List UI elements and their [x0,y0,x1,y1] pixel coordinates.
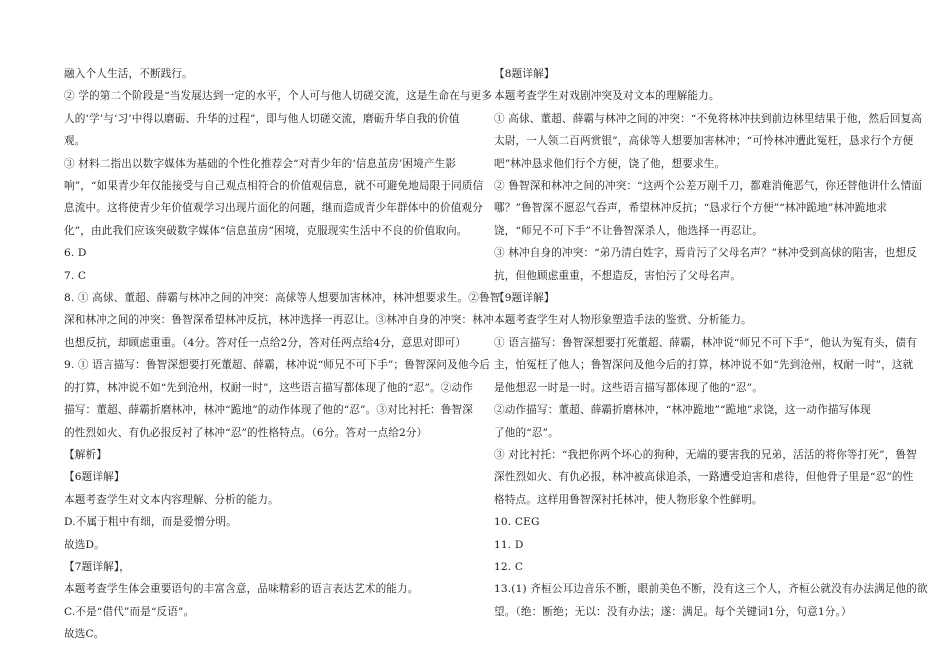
text-line: 响”，“如果青少年仅能接受与自己观点相符合的价值观信息，就不可避免地局限于同质信 [64,180,484,193]
right-column [494,63,928,623]
text-line: 【7题详解】， [64,560,131,573]
text-line: 了他的“忍”。 [494,426,559,439]
text-line: 深和林冲之间的冲突：鲁智深希望林冲反抗，林冲选择一再忍让。③林冲自身的冲突：林冲 [64,314,494,327]
text-line: 深性烈如火、有仇必报，林冲被高俅追杀，一路遭受迫害和虐待，但他骨子里是“忍”的性 [494,471,914,484]
text-line: 观。 [64,135,86,148]
text-line: 【9题详解】 [494,292,555,305]
text-line: 【8题详解】 [494,68,555,80]
text-line: 融入个人生活，不断践行。 [64,68,193,80]
text-line: 6. D [64,247,87,260]
text-line: 的性烈如火、有仇必报反衬了林冲“忍”的性格特点。（6分。答对一点给2分） [64,426,428,439]
text-line: 是他想忍一时是一时。这些语言描写都体现了他的“忍”。 [494,381,763,394]
text-line: C.不是“借代”而是“反语”。 [64,605,195,618]
left-column [64,63,501,646]
text-line: 吧”林冲恳求他们行个方便，饶了他，想要求生。 [494,157,726,170]
text-line: 12. C [494,560,524,573]
text-line: ② 鲁智深和林冲之间的冲突：“这两个公差万剐千刀，都难消俺恶气，你还替他讲什么情面 [494,180,923,193]
text-line: D.不属于粗中有细，而是爱憎分明。 [64,516,237,529]
text-line: ③ 林冲自身的冲突：“弟乃清白姓字，焉肯污了父母名声？”林冲受到高俅的陷害，也想反 [494,247,917,260]
text-line: 的打算，林冲说不如“先到沧州，权耐一时”，这些语言描写都体现了他的“忍”。②动作 [64,381,474,394]
text-line: 13.(1) 齐桓公耳边音乐不断，眼前美色不断，没有这三个人，齐桓公就没有办法满足他的欲 [494,583,928,596]
text-line: 太尉，一人领二百两赏银”，高俅等人想要加害林冲；“可怜林冲遭此冤枉，恳求行个方便 [494,135,914,148]
text-line: ③ 对比衬托：“我把你两个坏心的狗种，无端的要害我的兄弟，活活的将你等打死”，鲁智 [494,448,917,461]
text-line: ① 语言描写：鲁智深想要打死董超、薛霸，林冲说“师兄不可下手”，他认为冤有头，债有 [494,336,917,349]
text-line: 故选D。 [64,538,105,551]
text-line: 9. ① 语言描写：鲁智深想要打死董超、薛霸，林冲说“师兄不可下手”；鲁智深问及他今后 [64,359,491,372]
text-line: 望。（绝：断绝；无以：没有办法；遂：满足。每个关键词1分，句意1分。） [494,605,852,618]
text-line: 11. D [494,538,524,551]
text-line: 描写：董超、薛霸折磨林冲，林冲“跪地”的动作体现了他的“忍”。③对比衬托：鲁智深 [64,404,474,417]
text-line: 本题考查学生对戏剧冲突及对文本的理解能力。 [494,90,720,103]
text-line: 8. ① 高俅、董超、薛霸与林冲之间的冲突：高俅等人想要加害林冲，林冲想要求生。②鲁智 [64,292,501,305]
text-line: 人的‘学’与‘习’中得以磨砺、升华的过程”，即与他人切磋交流，磨砺升华自我的价值 [64,112,460,125]
text-line: 化”，由此我们应该突破数字媒体“信息茧房”困境，克服现实生活中不良的价值取向。 [64,224,468,237]
text-line: 哪？”鲁智深不愿忍气吞声，希望林冲反抗；“恳求行个方便”“林冲跪地”林冲跪地求 [494,202,888,215]
text-line: 【6题详解】 [64,471,125,484]
text-line: ③ 材料二指出以数字媒体为基础的个性化推荐会“对青少年的‘信息茧房’困境产生影 [64,157,457,170]
text-line: 主，怕冤枉了他人；鲁智深问及他今后的打算，林冲说不如“先到沧州，权耐一时”，这就 [494,359,914,372]
text-line: 10. CEG [494,516,540,529]
text-line: 本题考查学生对文本内容理解、分析的能力。 [64,493,279,506]
text-line: 格特点。这样用鲁智深衬托林冲，使人物形象个性鲜明。 [494,493,763,506]
text-line: 故选C。 [64,628,105,641]
text-line: ① 高俅、董超、薛霸与林冲之间的冲突：“不免将林冲扶到前边林里结果于他，然后回复高 [494,112,923,125]
text-line: ② 学的第二个阶段是“当发展达到一定的水平，个人可与他人切磋交流，这是生命在与更多 [64,90,493,103]
text-line: 本题考查学生体会重要语句的丰富含意，品味精彩的语言表达艺术的能力。 [64,583,419,596]
text-line: ②动作描写：董超、薛霸折磨林冲，“林冲跪地”“跪地”求饶，这一动作描写体现 [494,404,871,417]
text-line: 也想反抗，却顾虑重重。（4分。答对任一点给2分，答对任两点给4分，意思对即可） [64,336,467,349]
text-line: 饶，“师兄不可下手”不让鲁智深杀人，他选择一再忍让。 [494,224,763,237]
text-line: 抗，但他顾虑重重，不想造反，害怕污了父母名声。 [494,269,742,282]
text-line: 【解析】 [64,448,107,461]
text-line: 本题考查学生对人物形象塑造手法的鉴赏、分析能力。 [494,314,752,327]
text-line: 7. C [64,269,87,282]
text-line: 息流中。这将使青少年价值观学习出现片面化的问题，继而造成青少年群体中的价值观分 [64,202,484,215]
